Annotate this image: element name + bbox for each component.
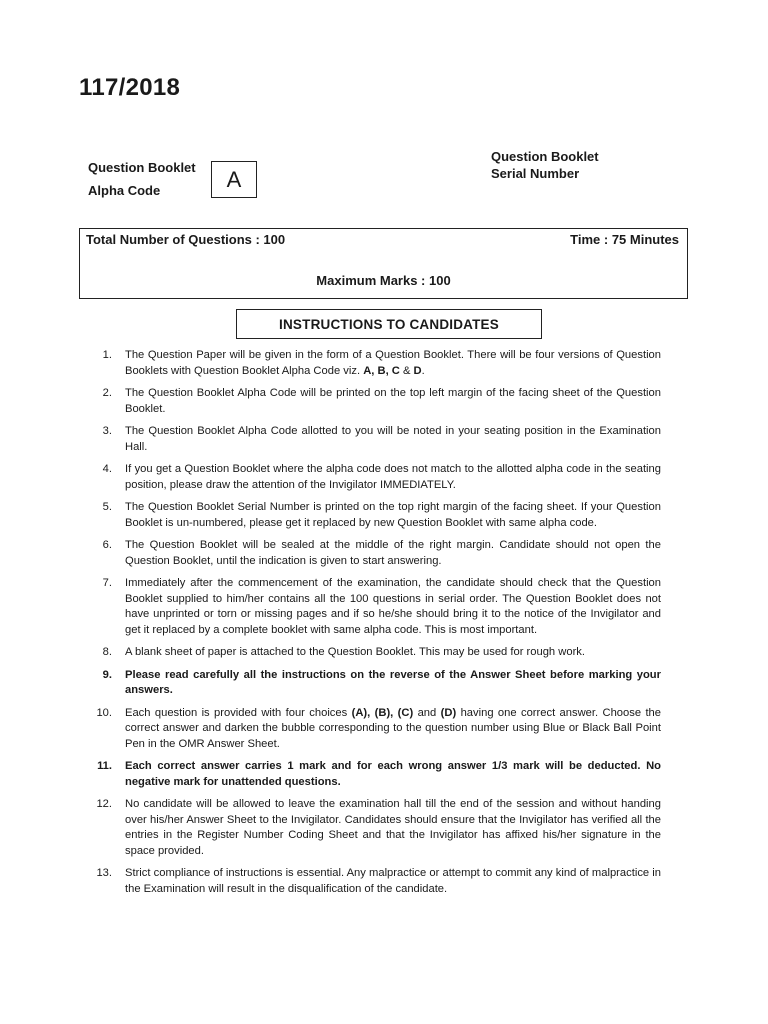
instruction-item [79,424,661,455]
instruction-text: Strict compliance of instructions is essential. Any malpractice or attempt to commit any kind of malpractice in the Examination will result in the disqualification of the candidate. [125,867,661,895]
instruction-number: 10. [96,706,112,719]
instruction-text: Each correct answer carries 1 mark and for each wrong answer 1/3 mark will be deducted. No negative mark for unattended questions. [125,760,661,788]
instruction-text: The Question Booklet Alpha Code will be printed on the top left margin of the facing sheet of the Question Booklet. [125,387,661,415]
instruction-text: If you get a Question Booklet where the alpha code does not match to the allotted alpha code in the seating position, please draw the attention of the Invigilator IMMEDIATELY. [125,463,661,491]
paper-code: 117/2018 [79,74,181,101]
exam-time: Time : 75 Minutes [570,232,679,247]
instruction-number: 6. [102,539,112,551]
instruction-number: 11. [97,760,112,772]
alpha-code-box: A [211,161,257,198]
instruction-item [79,706,661,753]
instruction-text: Please read carefully all the instructions on the reverse of the Answer Sheet before marking your answers. [125,668,661,696]
instruction-bold-text: (A), (B), (C) [351,706,414,719]
maximum-marks: Maximum Marks : 100 [316,273,451,288]
instruction-text: The Question Booklet Alpha Code allotted to you will be noted in your seating position in the Examination Hall. [125,425,661,453]
instruction-number: 3. [102,425,112,437]
booklet-serial-label-line-2: Serial Number [491,166,580,181]
instruction-item [79,462,661,493]
instruction-number: 1. [102,349,112,361]
instruction-text: Immediately after the commencement of the examination, the candidate should check that the Question Booklet supplied to him/her contains all the 100 questions in serial order. The Question Booklet does not have unprinted or torn or missing pages and if so he/she should bring it to the notice of the Invigilator and get it replaced by a complete booklet with same alpha code. This is most important. [125,577,661,636]
instruction-number: 7. [102,577,112,589]
exam-summary-box [79,228,688,299]
instruction-item [79,348,661,379]
instruction-text: The Question Booklet will be sealed at the middle of the right margin. Candidate should not open the Question Booklet, until the indication is given to start answering. [125,539,661,567]
instruction-number: 9. [102,668,112,681]
instruction-item [79,386,661,417]
instruction-bold-text: D [413,364,422,377]
instruction-item [79,866,661,897]
instruction-text: No candidate will be allowed to leave the examination hall till the end of the session and without handing over his/her Answer Sheet to the Invigilator. Candidates should ensure that the Invigilator has verified all the entries in the Register Number Coding Sheet and that the Invigilator has affixed his/her signature in the space provided. [125,798,661,857]
instruction-item [79,668,661,699]
instruction-number: 13. [96,867,112,879]
instruction-text: having one correct answer. Choose the correct answer and darken the bubble corresponding to the question number using Blue or Black Ball Point Pen in the OMR Answer Sheet. [125,706,661,750]
instruction-number: 4. [102,463,112,475]
instruction-text: and [413,706,441,719]
booklet-serial-number-label [491,148,599,182]
booklet-alpha-label-line-2: Alpha Code [88,183,161,198]
instruction-text: The Question Paper will be given in the form of a Question Booklet. There will be four versions of Question Booklets with Question Booklet Alpha Code viz. [125,349,661,377]
booklet-alpha-label-line-1: Question Booklet [88,160,196,175]
instruction-text: & [399,364,414,377]
total-questions: Total Number of Questions : 100 [86,232,286,247]
instruction-number: 2. [102,387,112,399]
instruction-item [79,576,661,638]
instruction-text: A blank sheet of paper is attached to the Question Booklet. This may be used for rough work. [125,646,585,658]
instruction-item [79,500,661,531]
booklet-serial-label-line-1: Question Booklet [491,149,599,164]
instructions-heading: INSTRUCTIONS TO CANDIDATES [236,309,542,339]
instruction-text: . [421,364,425,377]
instruction-bold-text: A, B, C [363,364,400,377]
instruction-item [79,645,661,661]
booklet-alpha-code-label [88,156,196,202]
instruction-text: Each question is provided with four choices [125,706,352,719]
instructions-list [79,348,661,904]
instruction-bold-text: (D) [440,706,457,719]
instruction-number: 5. [102,501,112,513]
instruction-item [79,797,661,859]
instruction-item [79,759,661,790]
instruction-text: The Question Booklet Serial Number is printed on the top right margin of the facing sheet. If your Question Booklet is un-numbered, please get it replaced by new Question Booklet with same alpha code. [125,501,661,529]
instruction-number: 8. [102,646,112,658]
instruction-number: 12. [96,798,112,810]
instruction-item [79,538,661,569]
